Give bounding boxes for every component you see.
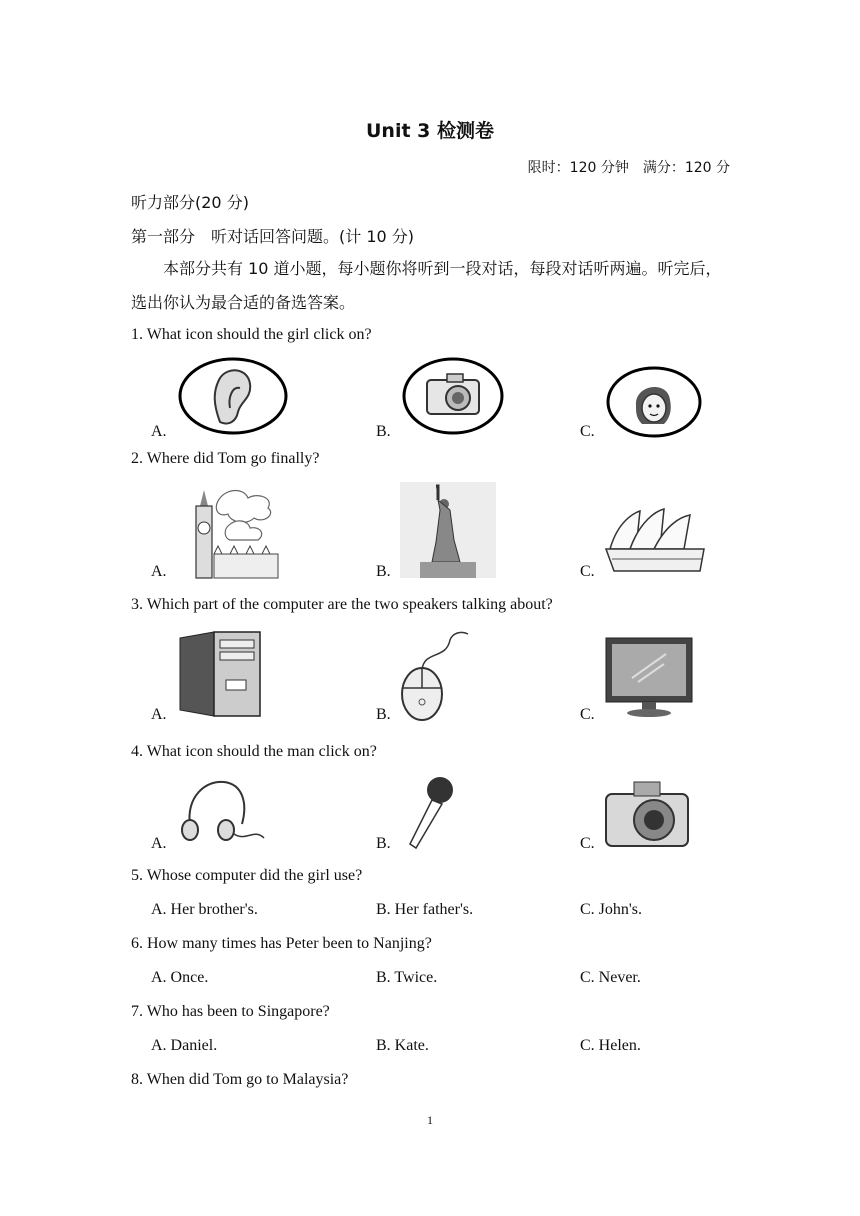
option-7a: A. Daniel. <box>151 1037 218 1054</box>
monitor-icon <box>604 636 694 718</box>
option-5a: A. Her brother's. <box>151 901 258 918</box>
mouse-icon <box>398 630 472 722</box>
question-3: 3. Which part of the computer are the two speakers talking about? <box>131 596 553 613</box>
part-heading: 第一部分 听对话回答问题。(计 10 分) <box>131 227 415 246</box>
option-6b: B. Twice. <box>376 969 438 986</box>
option-5b: B. Her father's. <box>376 901 474 918</box>
option-6a: A. Once. <box>151 969 209 986</box>
option-4b-label: B. <box>376 835 391 852</box>
option-2c-label: C. <box>580 563 595 580</box>
option-3b-label: B. <box>376 706 391 723</box>
question-5: 5. Whose computer did the girl use? <box>131 867 363 884</box>
question-4: 4. What icon should the man click on? <box>131 743 377 760</box>
computer-case-icon <box>178 630 262 720</box>
option-4a-label: A. <box>151 835 167 852</box>
option-3c-label: C. <box>580 706 595 723</box>
camera-icon <box>604 776 690 850</box>
option-3a-label: A. <box>151 706 167 723</box>
camera-icon <box>402 356 504 436</box>
question-1: 1. What icon should the girl click on? <box>131 326 372 343</box>
option-4c-label: C. <box>580 835 595 852</box>
option-6c: C. Never. <box>580 969 641 986</box>
question-8: 8. When did Tom go to Malaysia? <box>131 1071 349 1088</box>
time-score-info: 限时：120 分钟 满分：120 分 <box>527 160 730 176</box>
section-heading: 听力部分(20 分) <box>131 193 249 212</box>
statue-of-liberty-icon <box>400 482 496 578</box>
question-7: 7. Who has been to Singapore? <box>131 1003 330 1020</box>
option-2a-label: A. <box>151 563 167 580</box>
question-6: 6. How many times has Peter been to Nanjing? <box>131 935 432 952</box>
page-title: Unit 3 检测卷 <box>366 120 494 142</box>
microphone-icon <box>402 776 458 852</box>
girl-face-icon <box>606 366 702 438</box>
option-7c: C. Helen. <box>580 1037 641 1054</box>
option-2b-label: B. <box>376 563 391 580</box>
ear-icon <box>178 356 288 436</box>
option-1a-label: A. <box>151 423 167 440</box>
option-1c-label: C. <box>580 423 595 440</box>
sydney-opera-house-icon <box>604 505 706 579</box>
question-2: 2. Where did Tom go finally? <box>131 450 320 467</box>
option-7b: B. Kate. <box>376 1037 429 1054</box>
big-ben-icon <box>178 488 278 578</box>
headphones-icon <box>176 776 266 850</box>
option-1b-label: B. <box>376 423 391 440</box>
page-number: 1 <box>427 1113 433 1127</box>
option-5c: C. John's. <box>580 901 643 918</box>
instructions: 本部分共有 10 道小题，每小题你将听到一段对话，每段对话听两遍。听完后，选出你认为最合适的备选答案。 <box>131 259 722 312</box>
